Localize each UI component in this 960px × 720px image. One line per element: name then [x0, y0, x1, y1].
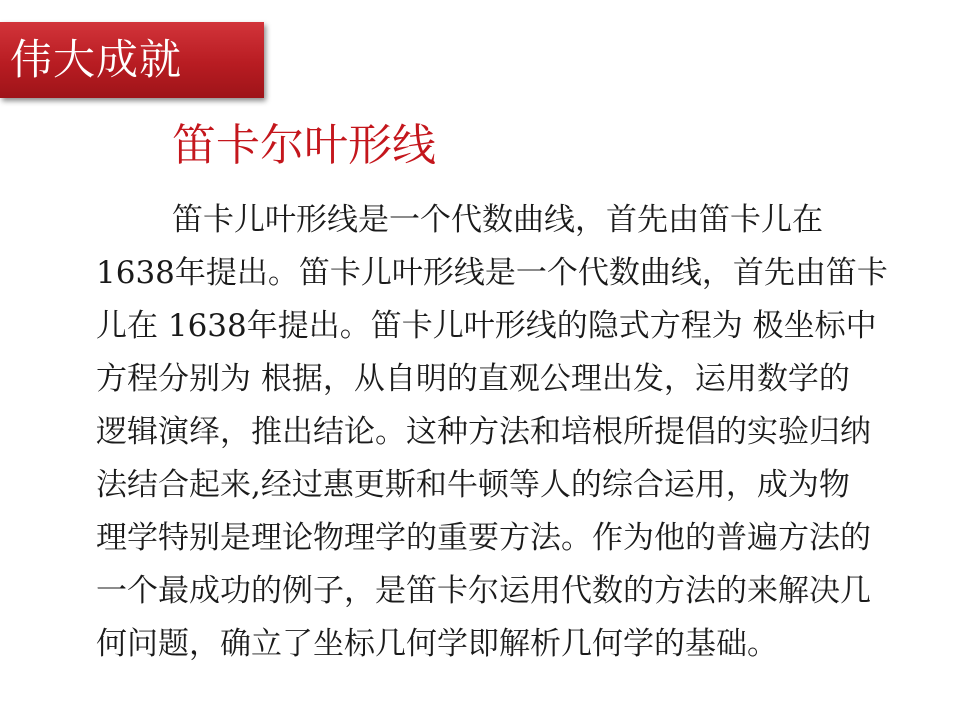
slide-title: 伟大成就 [10, 35, 183, 84]
paragraph-line: 方程分别为 根据，从自明的直观公理出发，运用数学的 [96, 361, 850, 397]
paragraph-line: 何问题，确立了坐标几何学即解析几何学的基础。 [96, 626, 778, 662]
title-banner [0, 22, 264, 98]
section-subtitle: 笛卡尔叶形线 [172, 120, 436, 171]
paragraph-line: 理学特别是理论物理学的重要方法。作为他的普遍方法的 [96, 520, 871, 556]
paragraph-line: 逻辑演绎，推出结论。这种方法和培根所提倡的实验归纳 [96, 414, 871, 450]
paragraph-line: 儿在 1638年提出。笛卡儿叶形线的隐式方程为 极坐标中 [96, 308, 877, 344]
paragraph-line: 一个最成功的例子，是笛卡尔运用代数的方法的来解决几 [96, 573, 871, 609]
paragraph-line: 1638年提出。笛卡儿叶形线是一个代数曲线，首先由笛卡 [96, 255, 888, 291]
body-paragraph [96, 194, 904, 671]
paragraph-line: 笛卡儿叶形线是一个代数曲线，首先由笛卡儿在 [172, 202, 823, 238]
paragraph-line: 法结合起来,经过惠更斯和牛顿等人的综合运用，成为物 [96, 467, 850, 503]
